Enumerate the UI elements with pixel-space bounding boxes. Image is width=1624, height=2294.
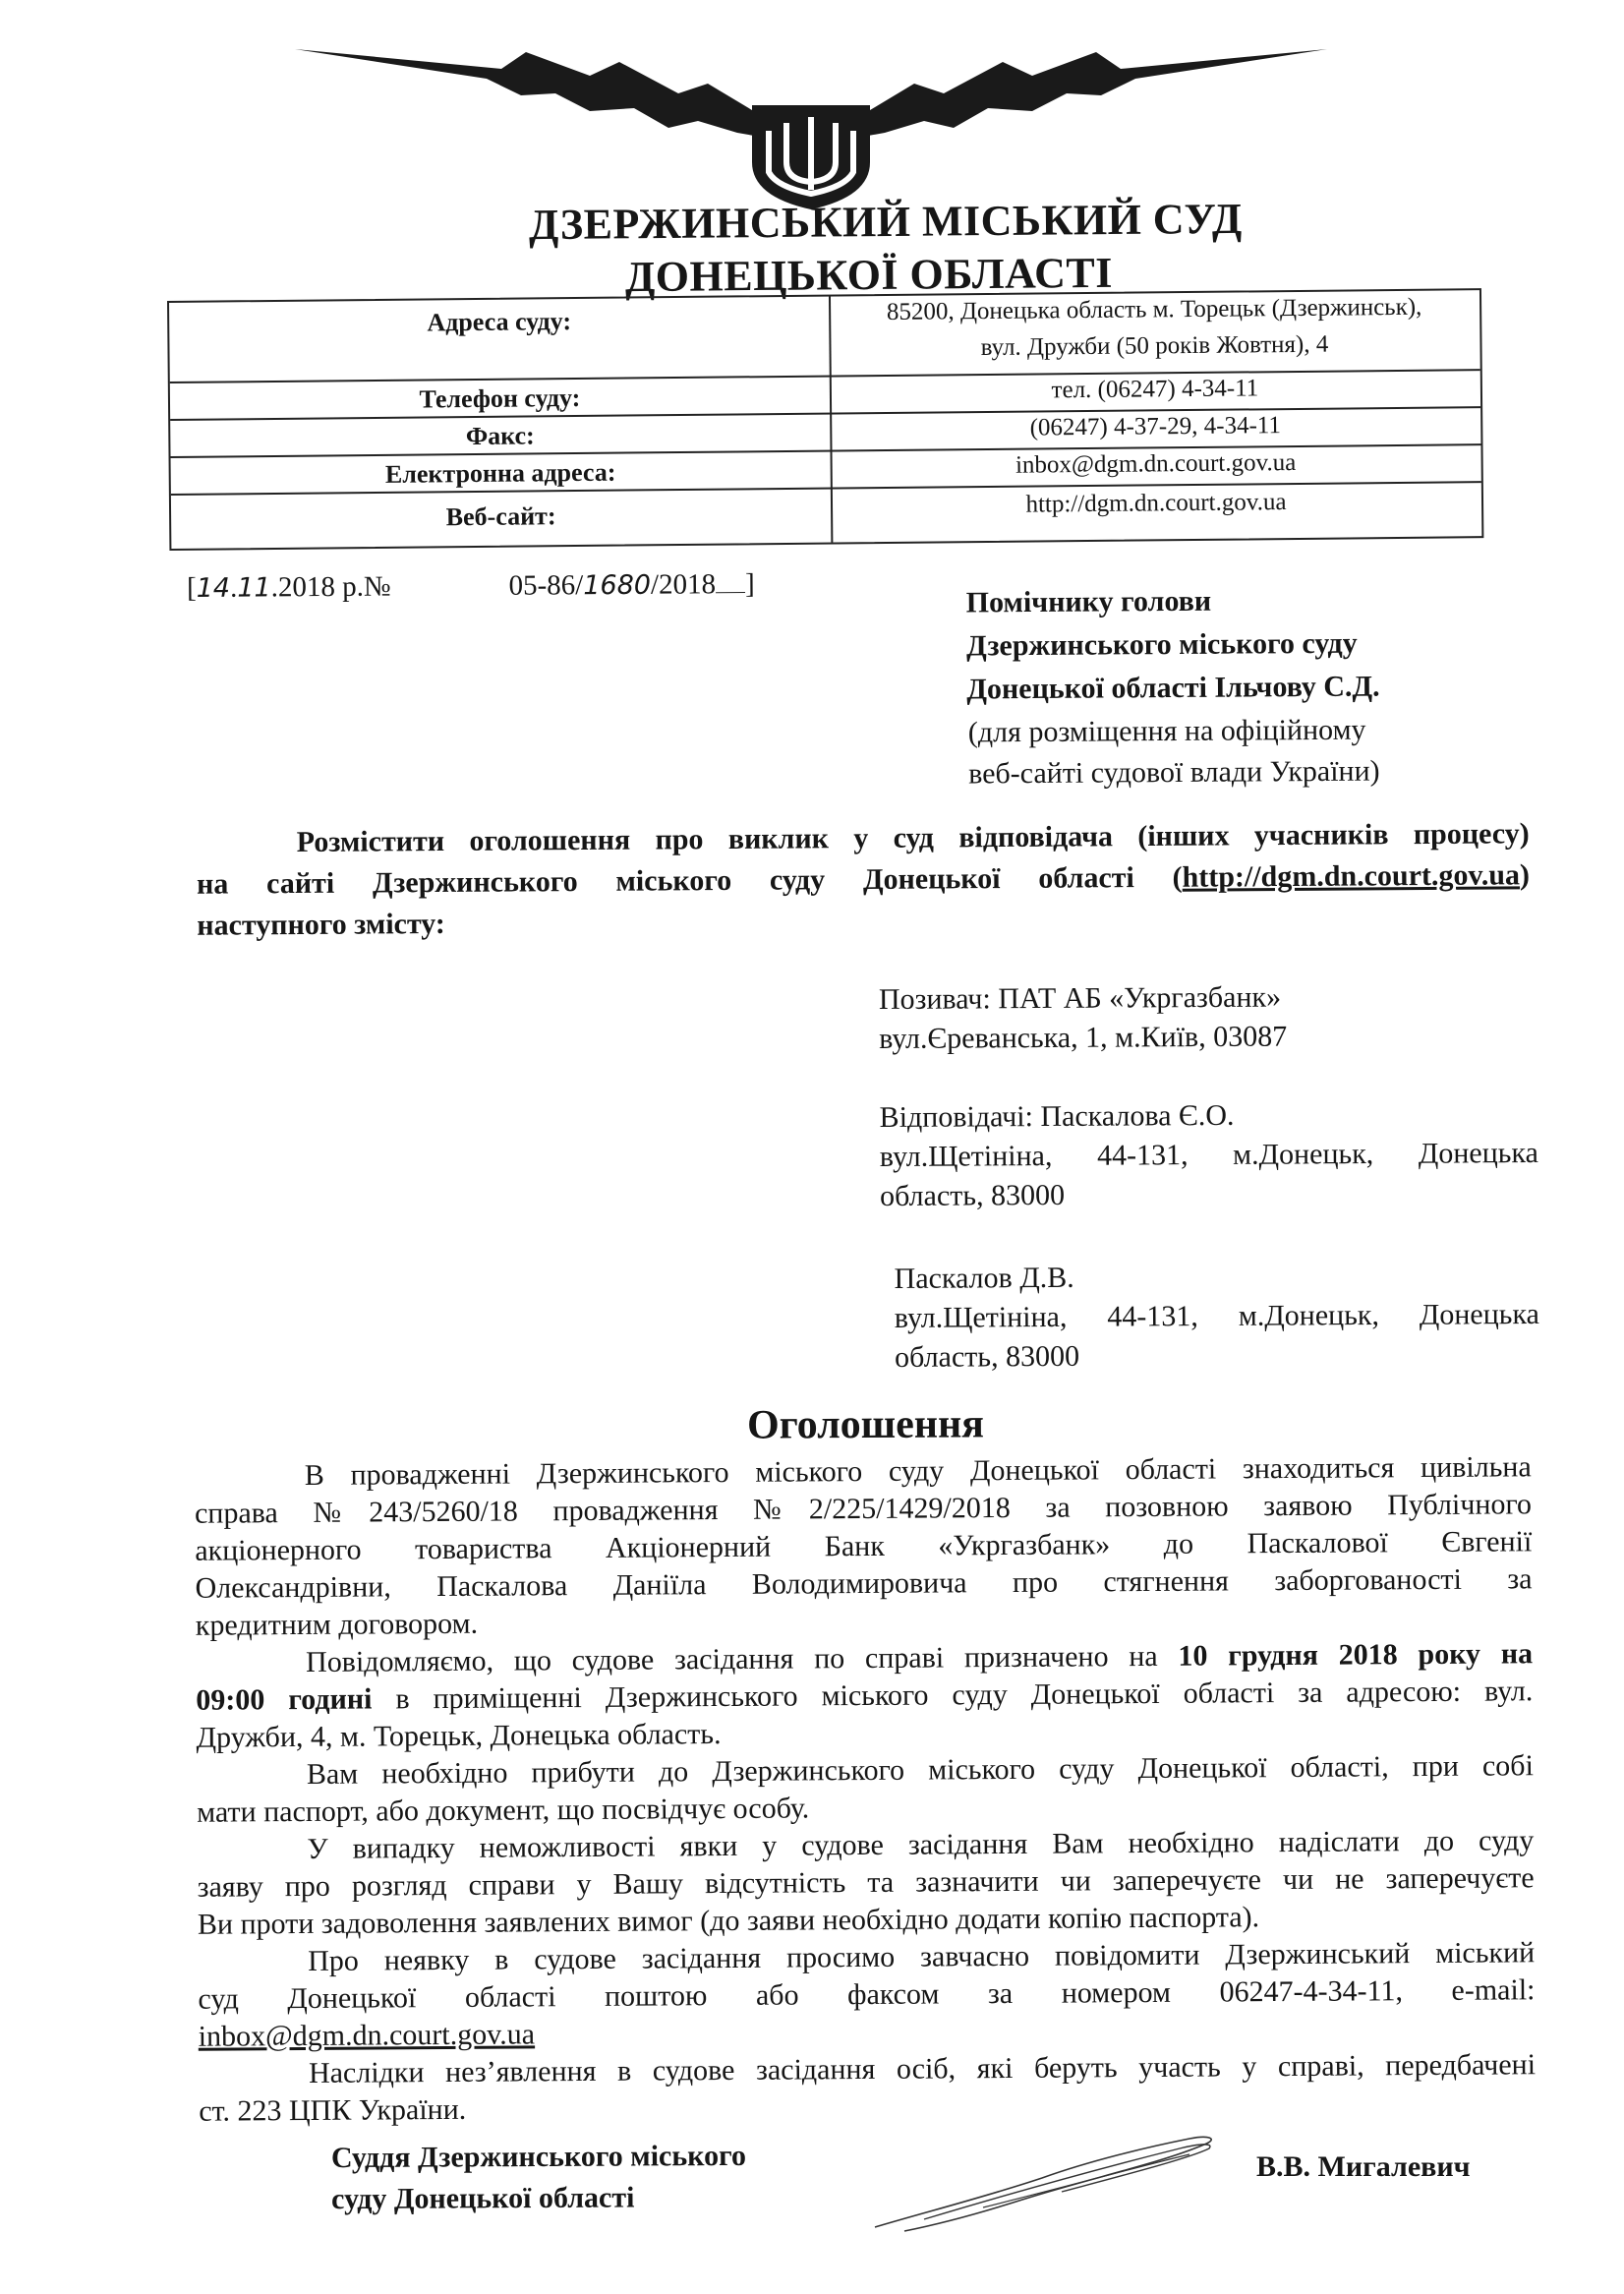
- announcement-body: [195, 1448, 1537, 2130]
- ann-p5-line2: суд Донецької області поштою або факсом за номером 06247-4-34-11, e-mail:: [198, 1973, 1536, 2016]
- ref-number-suffix: /2018: [650, 568, 717, 601]
- defendants-line2: вул.Щетініна, 44-131, м.Донецьк, Донецька: [879, 1136, 1538, 1174]
- ann-p6-line2: ст. 223 ЦПК України.: [199, 2092, 467, 2128]
- website-label: Веб-сайт:: [445, 501, 556, 532]
- request-line2-prefix: на сайті Дзержинського міського суду Донецької області (: [196, 860, 1183, 901]
- ref-year: .2018 р.№: [270, 570, 391, 604]
- court-name-line2: ДОНЕЦЬКОЇ ОБЛАСТІ: [624, 248, 1114, 302]
- ref-number-handwritten: 1680: [583, 569, 652, 602]
- ann-p1-line4: Олександрівни, Паскалова Даніїла Володимировича про стягнення заборгованості за: [195, 1562, 1533, 1605]
- ann-p1-line1: В провадженні Дзержинського міського суду Донецької області знаходиться цивільна: [304, 1450, 1532, 1492]
- addressee-note-line1: (для розміщення на офіційному: [967, 713, 1366, 749]
- ref-close-bracket: ]: [744, 567, 755, 601]
- addressee-line1: Помічнику голови: [965, 584, 1212, 619]
- fax-label: Факс:: [465, 421, 535, 451]
- contact-table: [167, 288, 1483, 551]
- defendant2-line2: вул.Щетініна, 44-131, м.Донецьк, Донецька: [894, 1297, 1539, 1334]
- ref-number-prefix: 05-86/: [508, 569, 584, 602]
- request-line2-suffix: ): [1519, 858, 1531, 892]
- ref-month: 11: [237, 572, 271, 604]
- ref-dot: .: [229, 571, 238, 604]
- address-value-line2: вул. Дружби (50 років Жовтня), 4: [980, 330, 1329, 362]
- addressee-line2: Дзержинського міського суду: [965, 626, 1358, 663]
- email-value: inbox@dgm.dn.court.gov.ua: [1015, 448, 1297, 479]
- ann-p1-line5: кредитним договором.: [195, 1607, 479, 1642]
- ann-p6-line1: Наслідки нез’явлення в судове засідання осіб, які беруть участь у справі, передбачені: [308, 2048, 1537, 2089]
- court-email-link[interactable]: inbox@dgm.dn.court.gov.ua: [198, 2018, 536, 2053]
- phone-label: Телефон суду:: [419, 382, 581, 414]
- request-website-link[interactable]: http://dgm.dn.court.gov.ua: [1182, 858, 1521, 894]
- signer-line1: Суддя Дзержинського міського: [330, 2139, 747, 2175]
- defendant2-line1: Паскалов Д.В.: [894, 1261, 1074, 1295]
- request-line1: Розмістити оголошення про виклик у суд відповідача (інших учасників процесу): [296, 817, 1530, 859]
- announcement-title: Оголошення: [746, 1401, 985, 1448]
- ann-p1-line3: акціонерного товариства Акціонерний Банк «Укргазбанк» до Паскалової Євгенії: [195, 1525, 1533, 1567]
- ann-p4-line2: заяву про розгляд справи у Вашу відсутність та зазначити чи заперечуєте чи не заперечуєте: [197, 1861, 1535, 1904]
- addressee: [966, 579, 1380, 712]
- ann-p2-line2-text: в приміщенні Дзержинського міського суду Донецької області за адресою: вул.: [372, 1675, 1534, 1716]
- handwritten-signature-icon: [865, 2109, 1258, 2237]
- ann-p4-line3: Ви проти задоволення заявлених вимог (до заяви необхідно додати копію паспорта).: [197, 1901, 1260, 1941]
- judge-name: В.В. Мигалевич: [1256, 2150, 1471, 2183]
- ann-p2-line1-text: Повідомляємо, що судове засідання по справі призначено на: [305, 1639, 1179, 1678]
- ann-p3-line1: Вам необхідно прибути до Дзержинського міського суду Донецької області, при собі: [306, 1749, 1534, 1791]
- ann-p4-line1: У випадку неможливості явки у судове засідання Вам необхідно надіслати до суду: [307, 1824, 1535, 1865]
- signer-line2: суду Донецької області: [331, 2181, 635, 2216]
- parties-block: [879, 976, 1539, 1378]
- plaintiff-line2: вул.Єреванська, 1, м.Київ, 03087: [879, 1020, 1288, 1056]
- request-line3: наступного змісту:: [197, 907, 445, 942]
- address-label: Адреса суду:: [427, 307, 572, 337]
- addressee-note-line2: веб-сайті судової влади України): [968, 754, 1380, 791]
- plaintiff-line1: Позивач: ПАТ АБ «Укргазбанк»: [878, 980, 1282, 1017]
- ann-p3-line2: мати паспорт, або документ, що посвідчує особу.: [197, 1792, 810, 1829]
- ref-day: 14: [196, 572, 231, 604]
- defendant2-line3: область, 83000: [895, 1339, 1080, 1374]
- court-name-line1: ДЗЕРЖИНСЬКИЙ МІСЬКИЙ СУД: [528, 194, 1243, 250]
- phone-value: тел. (06247) 4-34-11: [1051, 375, 1259, 404]
- address-value-line1: 85200, Донецька область м. Торецьк (Дзержинськ),: [886, 293, 1422, 325]
- fax-value: (06247) 4-37-29, 4-34-11: [1029, 412, 1282, 441]
- addressee-note: [968, 710, 1380, 795]
- email-label: Електронна адреса:: [384, 457, 616, 489]
- website-value: http://dgm.dn.court.gov.ua: [1025, 489, 1287, 518]
- ref-open-bracket: [: [186, 571, 197, 605]
- tryzub-coat-of-arms-icon: [295, 15, 1327, 221]
- defendants-line3: область, 83000: [880, 1178, 1066, 1213]
- ann-p1-line2: справа №243/5260/18 провадження №2/225/1429/2018 за позовною заявою Публічного: [194, 1488, 1533, 1530]
- signer-title: [331, 2136, 746, 2220]
- defendants-line1: Відповідачі: Паскалова Є.О.: [879, 1098, 1235, 1135]
- hearing-time: 09:00 годині: [196, 1682, 373, 1717]
- addressee-line3: Донецької області Ільчову С.Д.: [966, 670, 1380, 706]
- request-paragraph: [197, 813, 1531, 946]
- ann-p5-line1: Про неявку в судове засідання просимо завчасно повідомити Дзержинський міський: [308, 1936, 1536, 1977]
- ann-p2-line3: Дружби, 4, м. Торецьк, Донецька область.: [196, 1718, 722, 1754]
- outgoing-reference: [187, 568, 755, 605]
- hearing-date: 10 грудня 2018 року на: [1178, 1637, 1534, 1673]
